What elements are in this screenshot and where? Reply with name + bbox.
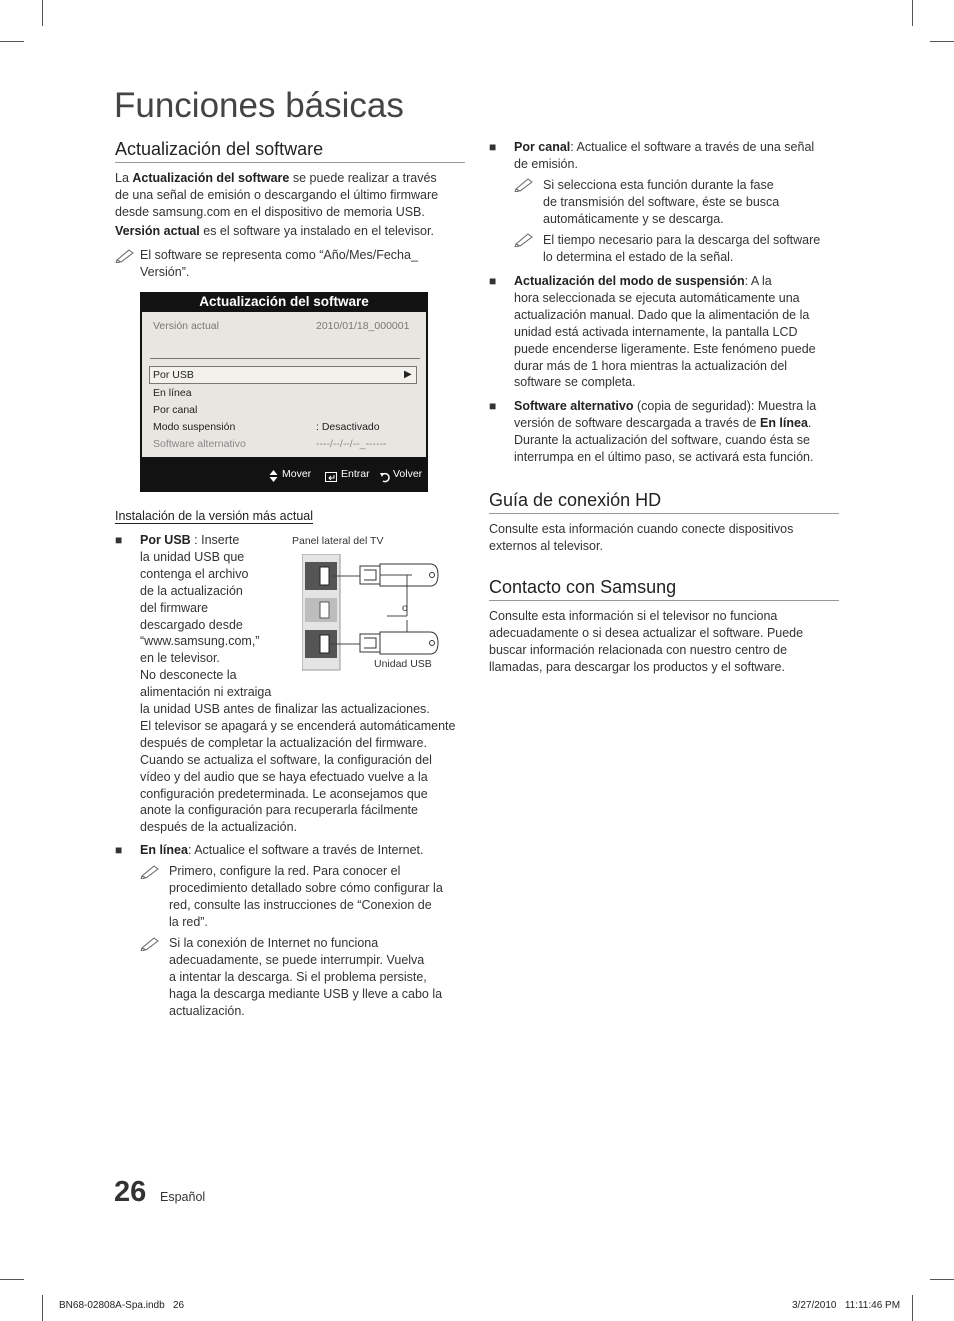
section-rule bbox=[489, 513, 839, 514]
intro-paragraph: La Actualización del software se puede realizar a través de una señal de emisión o descargando el último firmware desde samsung.com en el dispositivo de memoria USB. bbox=[115, 171, 439, 219]
section-rule bbox=[115, 162, 465, 163]
online-note-2: Si la conexión de Internet no funciona adecuadamente, se puede interrumpir. Vuelva a intentar la descarga. Si el problema persiste, haga la descarga mediante USB y lleve a cabo la actualización. bbox=[169, 936, 443, 1018]
menu-modo-value: : Desactivado bbox=[316, 421, 380, 433]
canal-note-1: Si selecciona esta función durante la fase de transmisión del software, éste se busca automáticamente y se descarga. bbox=[543, 178, 780, 226]
crop-mark bbox=[0, 41, 24, 42]
install-heading: Instalación de la versión más actual bbox=[115, 509, 314, 523]
menu-panel bbox=[142, 312, 426, 457]
version-format-note: El software se representa como “Año/Mes/Fecha_ Versión”. bbox=[140, 248, 418, 279]
bullet-icon: ■ bbox=[489, 399, 497, 413]
alternativo-paragraph: Software alternativo (copia de seguridad): Muestra la versión de software descargada a través de En línea. Durante la actualización del software, cuando ésta se interrumpa en el último paso, se activará esta función. bbox=[514, 399, 817, 464]
section-rule bbox=[489, 600, 839, 601]
note-pencil-icon bbox=[514, 176, 536, 197]
bullet-icon: ■ bbox=[115, 533, 123, 547]
contacto-paragraph: Consulte esta información si el televisor no funciona adecuadamente o si desea actualizar el software. Puede buscar información relacionada con nuestro centro de llamadas, para descargar los productos y el software. bbox=[489, 609, 804, 674]
note-pencil-icon bbox=[140, 935, 162, 956]
menu-alt-value: ----/--/--/--_------ bbox=[316, 438, 387, 450]
menu-item-label: Por USB bbox=[153, 369, 194, 381]
menu-footer-move: Mover bbox=[282, 468, 312, 480]
crop-mark bbox=[42, 0, 43, 26]
menu-version-value: 2010/01/18_000001 bbox=[316, 320, 410, 332]
page-title: Funciones básicas bbox=[114, 86, 404, 125]
por-canal-paragraph: Por canal: Actualice el software a través de una señal de emisión. bbox=[514, 140, 815, 171]
menu-arrow-icon: ▶ bbox=[404, 369, 412, 380]
crop-mark bbox=[0, 1279, 24, 1280]
usb-paragraph-narrow: Por USB : Inserte la unidad USB que contenga el archivo de la actualización del firmware descargado desde “www.samsung.com,” en le televisor. No desconecte la alimentación ni extraiga bbox=[140, 533, 272, 700]
online-paragraph: En línea: Actualice el software a través de Internet. bbox=[140, 843, 424, 857]
tv-side-panel-label: Panel lateral del TV bbox=[292, 535, 384, 547]
note-pencil-icon bbox=[115, 247, 137, 268]
section-title-software-update: Actualización del software bbox=[115, 139, 324, 159]
crop-mark bbox=[42, 1295, 43, 1321]
menu-item-software-alternativo[interactable]: Software alternativo bbox=[153, 438, 246, 450]
guia-paragraph: Consulte esta información cuando conecte dispositivos externos al televisor. bbox=[489, 522, 794, 553]
menu-version-label: Versión actual bbox=[153, 320, 219, 332]
usb-drive-label: Unidad USB bbox=[374, 658, 432, 670]
section-title-contacto: Contacto con Samsung bbox=[489, 577, 677, 597]
crop-mark bbox=[930, 41, 954, 42]
menu-item-en-linea[interactable]: En línea bbox=[153, 387, 192, 399]
date-label: 3/27/2010 11:11:46 PM bbox=[792, 1300, 901, 1311]
bullet-icon: ■ bbox=[489, 140, 497, 154]
return-icon bbox=[380, 470, 391, 488]
file-label: BN68-02808A-Spa.indb 26 bbox=[59, 1300, 185, 1311]
crop-mark bbox=[912, 1295, 913, 1321]
menu-footer-enter: Entrar bbox=[341, 468, 370, 480]
or-label: o bbox=[402, 602, 408, 614]
bullet-icon: ■ bbox=[115, 843, 123, 857]
move-updown-icon bbox=[269, 469, 278, 487]
crop-mark bbox=[912, 0, 913, 26]
suspension-paragraph: Actualización del modo de suspensión: A la hora seleccionada se ejecuta automáticamente una actualización manual. Dado que la alimentación de la unidad está activada internamente, la pantalla LCD puede encenderse ligeramente. Este fenómeno puede durar más de 1 hora mientras la actualización del software se completa. bbox=[514, 274, 816, 390]
note-pencil-icon bbox=[514, 231, 536, 252]
page-number: 26 bbox=[114, 1176, 147, 1208]
menu-footer-back: Volver bbox=[393, 468, 423, 480]
enter-icon bbox=[325, 470, 338, 488]
language-label: Español bbox=[160, 1190, 206, 1204]
canal-note-2: El tiempo necesario para la descarga del software lo determina el estado de la señal. bbox=[543, 233, 821, 264]
menu-item-por-canal[interactable]: Por canal bbox=[153, 404, 198, 416]
menu-divider bbox=[150, 358, 420, 359]
online-note-1: Primero, configure la red. Para conocer el procedimiento detallado sobre cómo configurar la red, consulte las instrucciones de “Conexion de la red”. bbox=[169, 864, 443, 929]
section-title-guia-hd: Guía de conexión HD bbox=[489, 490, 662, 510]
note-pencil-icon bbox=[140, 863, 162, 884]
bullet-icon: ■ bbox=[489, 274, 497, 288]
usb-paragraph-wide: la unidad USB antes de finalizar las actualizaciones. El televisor se apagará y se encenderá automáticamente después de completar la actualización del firmware. Cuando se actualiza el software, la configuración del vídeo y del audio que se haya efectuado vuelve a la configuración predeterminada. Le aconsejamos que anote la configuración para recuperarla fácilmente después de la actualización. bbox=[140, 702, 456, 835]
menu-item-modo-suspension[interactable]: Modo suspensión bbox=[153, 421, 236, 433]
menu-title: Actualización del software bbox=[199, 294, 369, 309]
crop-mark bbox=[930, 1279, 954, 1280]
current-version-paragraph: Versión actual es el software ya instalado en el televisor. bbox=[115, 224, 434, 238]
